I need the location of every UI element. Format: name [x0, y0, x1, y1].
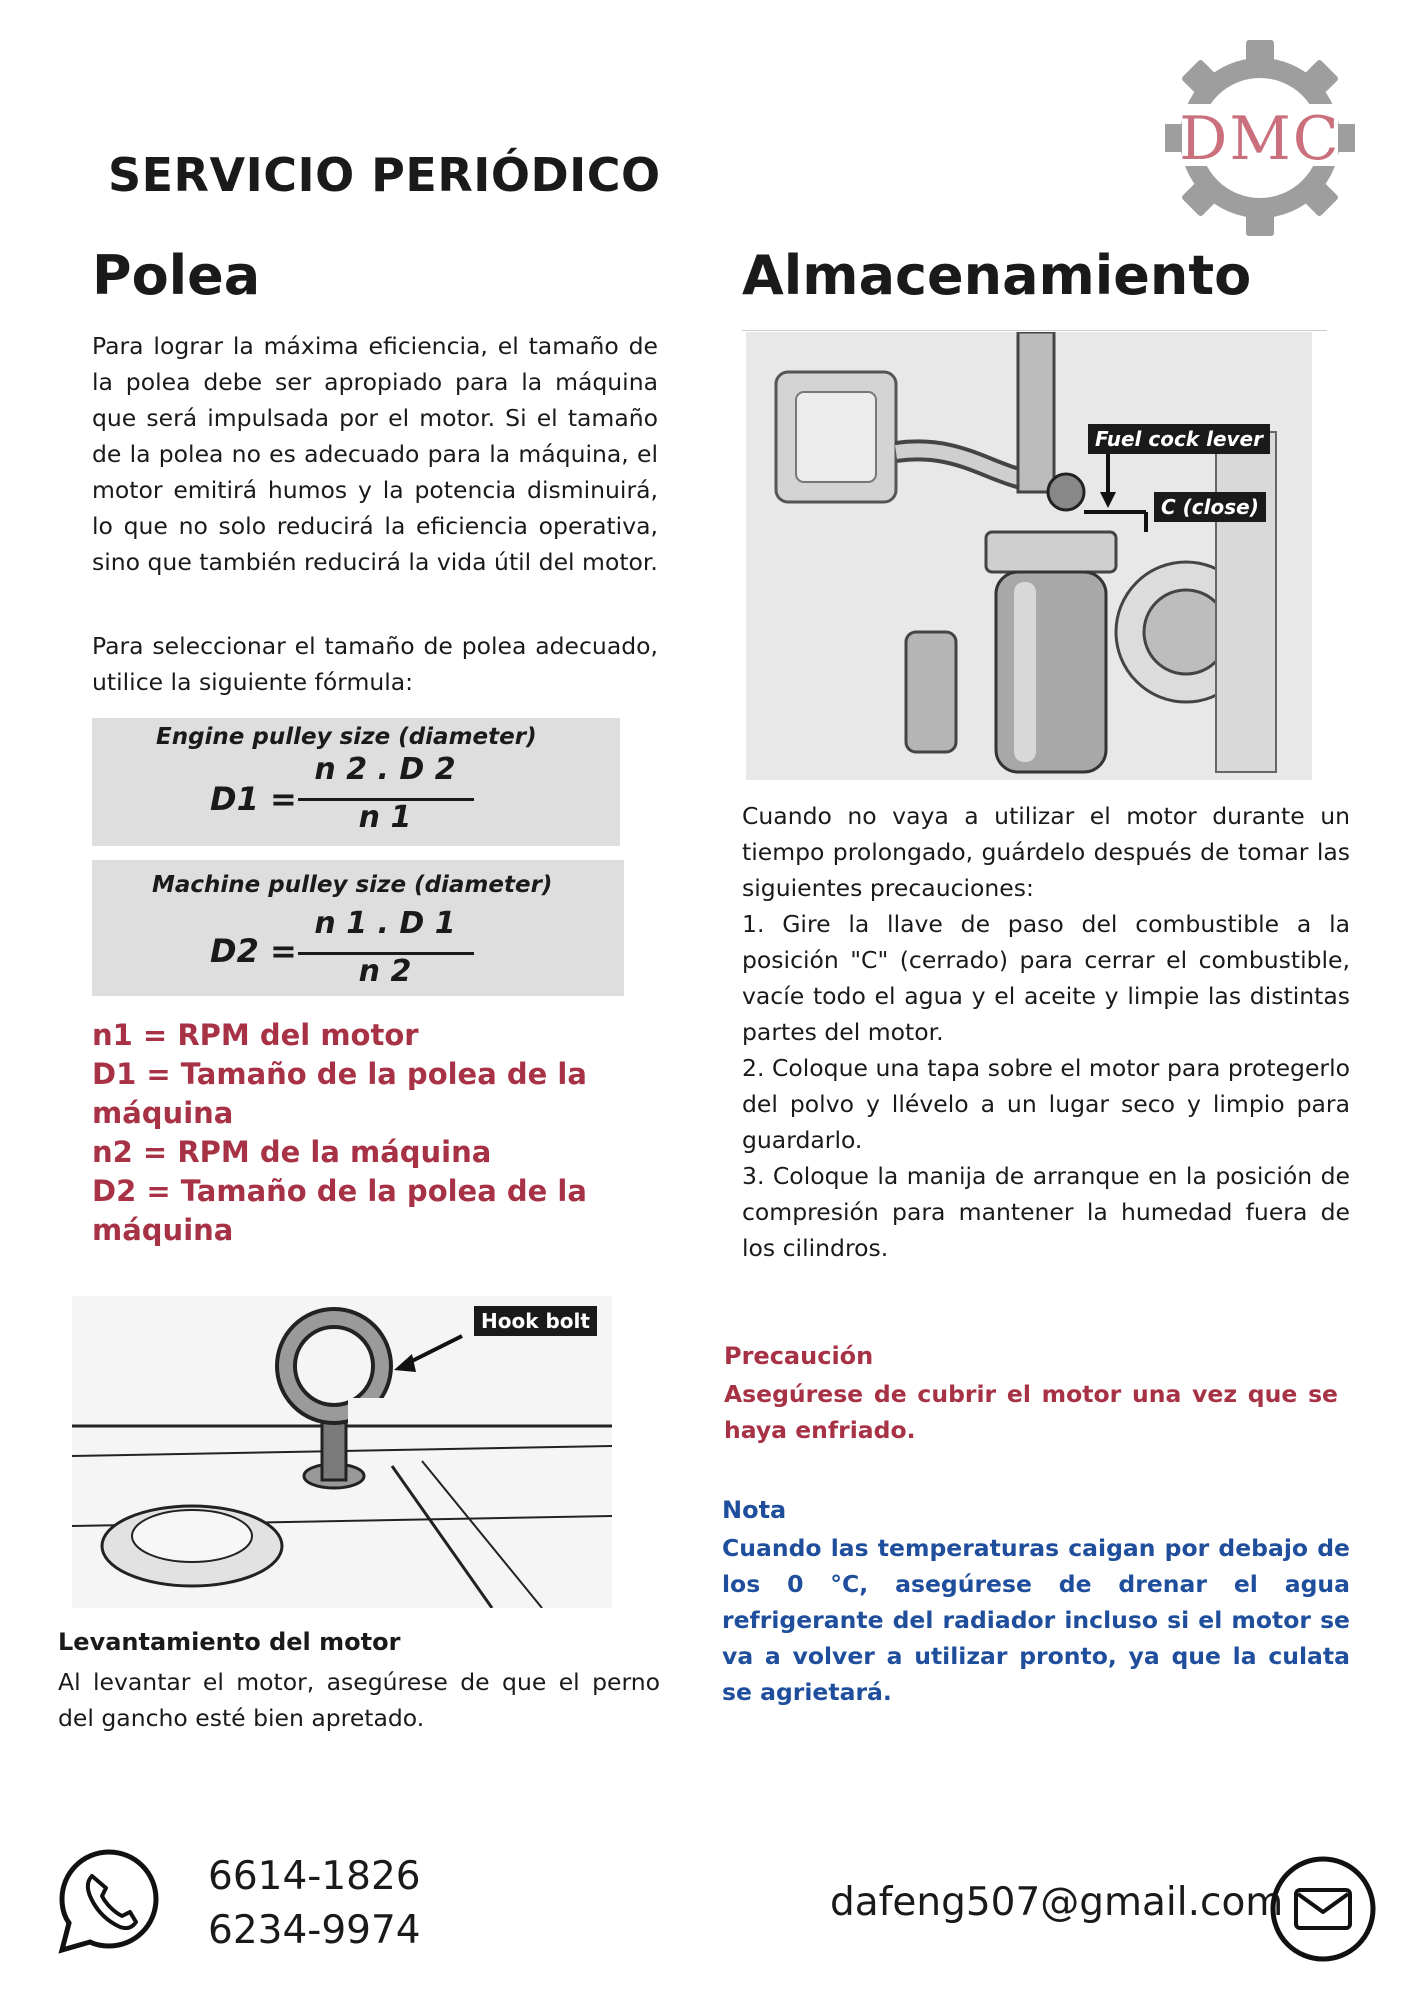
- lifting-text: Al levantar el motor, asegúrese de que el perno del gancho esté bien apretado.: [58, 1668, 660, 1732]
- polea-paragraph-1: Para lograr la máxima eficiencia, el tamaño de la polea debe ser apropiado para la máquina que será impulsada por el motor. Si el tamaño de la polea no es adecuado para la máquina, el motor emitirá humos y la potencia disminuirá, lo que no solo reducirá la eficiencia operativa, sino que también reducirá la vida útil del motor.: [92, 332, 658, 576]
- fuel-filter-illustration: [746, 332, 1312, 780]
- fuel-filter-figure: [746, 332, 1312, 780]
- caution-text: Asegúrese de cubrir el motor una vez que se haya enfriado.: [724, 1380, 1338, 1444]
- note-title: Nota: [722, 1496, 787, 1524]
- note-text: Cuando las temperaturas caigan por debajo de los 0 °C, asegúrese de drenar el agua refrigerante del radiador incluso si el motor se va a volver a utilizar pronto, ya que la culata se agrietará.: [722, 1534, 1350, 1706]
- storage-step: 1. Gire la llave de paso del combustible a la posición "C" (cerrado) para cerrar el combustible, vacíe todo el agua y el aceite y limpie las distintas partes del motor.: [742, 910, 1350, 1046]
- storage-intro: Cuando no vaya a utilizar el motor durante un tiempo prolongado, guárdelo después de tomar las siguientes precauciones:: [742, 802, 1350, 902]
- caution-title: Precaución: [724, 1342, 874, 1370]
- formula-lhs: D2 =: [210, 932, 297, 970]
- whatsapp-icon[interactable]: [56, 1846, 162, 1956]
- polea-heading: Polea: [92, 244, 261, 307]
- formula-denominator: n 1: [358, 800, 412, 835]
- formula-lhs: D1 =: [210, 780, 297, 818]
- callout-close-position: C (close): [1154, 492, 1266, 522]
- storage-steps: [742, 906, 1350, 1266]
- phone-chat-icon: [56, 1846, 162, 1956]
- heading-divider: [742, 330, 1327, 331]
- email-address[interactable]: dafeng507@gmail.com: [830, 1880, 1284, 1925]
- mail-icon[interactable]: [1268, 1854, 1378, 1964]
- formula-numerator: n 2 . D 2: [314, 752, 456, 787]
- page-title: SERVICIO PERIÓDICO: [108, 148, 661, 202]
- formula-numerator: n 1 . D 1: [314, 906, 456, 941]
- callout-fuel-cock-lever: Fuel cock lever: [1088, 424, 1270, 454]
- legend-item: D2 = Tamaño de la polea de la máquina: [92, 1174, 587, 1247]
- legend-item: D1 = Tamaño de la polea de la máquina: [92, 1057, 587, 1130]
- phone-1[interactable]: 6614-1826: [208, 1854, 421, 1899]
- storage-step: 3. Coloque la manija de arranque en la posición de compresión para mantener la humedad fuera de los cilindros.: [742, 1162, 1350, 1262]
- polea-paragraph-2: Para seleccionar el tamaño de polea adecuado, utilice la siguiente fórmula:: [92, 632, 658, 696]
- legend-item: n1 = RPM del motor: [92, 1018, 419, 1052]
- formula-machine-pulley: [92, 860, 624, 996]
- hook-bolt-figure: [72, 1296, 612, 1608]
- callout-hook-bolt: Hook bolt: [474, 1306, 597, 1336]
- formula-legend: [92, 1016, 692, 1250]
- formula-engine-pulley: [92, 718, 620, 846]
- formula-denominator: n 2: [358, 954, 412, 989]
- formula-caption: Machine pulley size (diameter): [152, 872, 553, 898]
- dmc-logo: [1165, 38, 1355, 238]
- phone-numbers: [208, 1850, 421, 1958]
- hook-bolt-illustration: [72, 1296, 612, 1608]
- almacenamiento-heading: Almacenamiento: [742, 244, 1252, 307]
- legend-item: n2 = RPM de la máquina: [92, 1135, 492, 1169]
- envelope-icon: [1268, 1854, 1378, 1964]
- phone-2[interactable]: 6234-9974: [208, 1908, 421, 1953]
- formula-caption: Engine pulley size (diameter): [156, 724, 537, 750]
- lifting-title: Levantamiento del motor: [58, 1628, 401, 1656]
- storage-step: 2. Coloque una tapa sobre el motor para protegerlo del polvo y llévelo a un lugar seco y limpio para guardarlo.: [742, 1054, 1350, 1154]
- logo-text: DMC: [1179, 104, 1341, 174]
